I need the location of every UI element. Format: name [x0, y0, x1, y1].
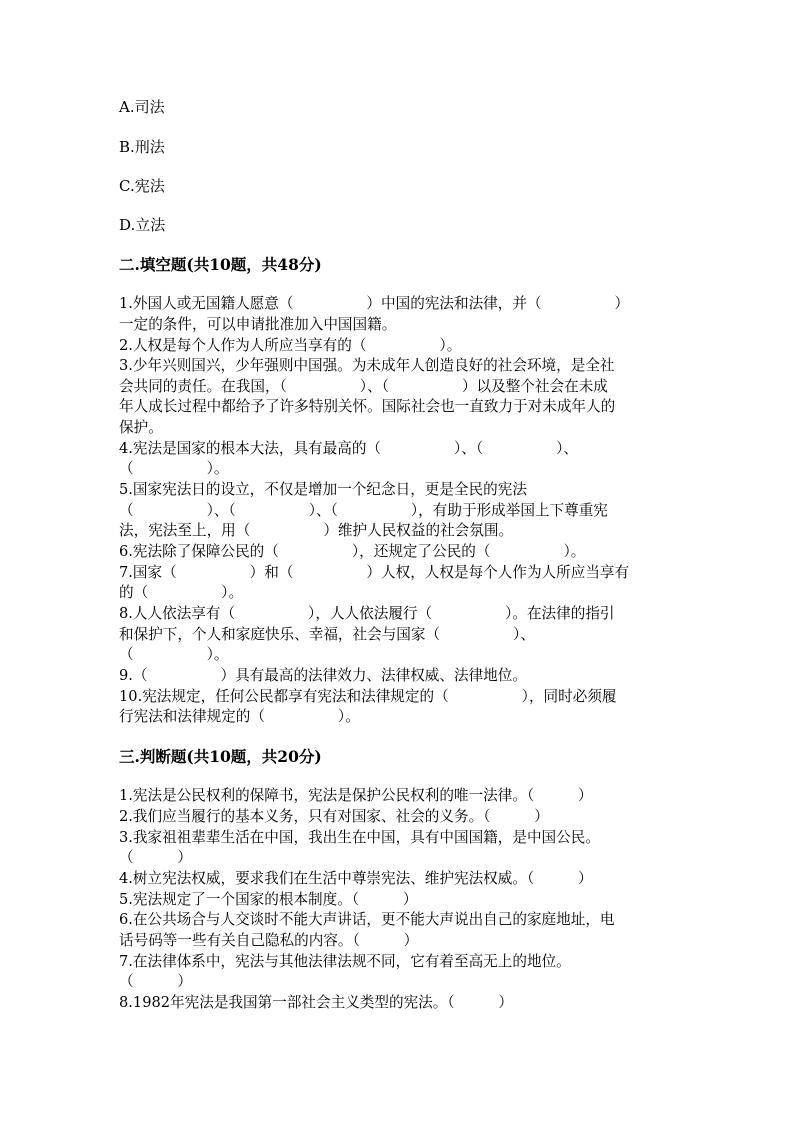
fill-blank-line: 和保护下，个人和家庭快乐、幸福，社会与国家（ ）、 — [119, 626, 535, 643]
fill-blank-line: （ ）、（ ）、（ ），有助于形成举国上下尊重宪 — [119, 502, 608, 519]
fill-blank-line: 行宪法和法律规定的（ ）。 — [119, 708, 360, 725]
fill-blank-line: 保护。 — [119, 419, 163, 436]
option-a: A.司法 — [119, 98, 165, 116]
fill-blank-line: 6.宪法除了保障公民的（ ），还规定了公民的（ ）。 — [119, 543, 586, 560]
fill-blank-line: （ ）。 — [119, 646, 229, 663]
option-c: C.宪法 — [119, 177, 165, 195]
judgement-line: 1.宪法是公民权利的保障书，宪法是保护公民权利的唯一法律。（ ） — [119, 787, 593, 804]
fill-blank-line: 8.人人依法享有（ ），人人依法履行（ ）。在法律的指引 — [119, 605, 615, 622]
fill-blank-line: 9.（ ）具有最高的法律效力、法律权威、法律地位。 — [119, 667, 527, 684]
fill-blank-line: 一定的条件，可以申请批准加入中国国籍。 — [119, 316, 397, 333]
option-d: D.立法 — [119, 216, 166, 234]
judgement-line: 话号码等一些有关自己隐私的内容。（ ） — [119, 932, 419, 949]
judgement-line: （ ） — [119, 849, 192, 866]
fill-blank-line: 10.宪法规定，任何公民都享有宪法和法律规定的（ ），同时必须履 — [119, 688, 617, 705]
judgement-line: 5.宪法规定了一个国家的根本制度。（ ） — [119, 891, 418, 908]
section-judgement-title: 三.判断题(共10题，共20分) — [119, 747, 322, 766]
fill-blank-line: 1.外国人或无国籍人愿意（ ）中国的宪法和法律，并（ ） — [119, 295, 630, 312]
fill-blank-line: 2.人权是每个人作为人所应当享有的（ ）。 — [119, 337, 462, 354]
judgement-line: 7.在法律体系中，宪法与其他法律法规不同，它有着至高无上的地位。 — [119, 953, 571, 970]
fill-blank-line: 4.宪法是国家的根本大法，具有最高的（ ）、（ ）、 — [119, 440, 579, 457]
fill-blank-line: 法，宪法至上，用（ ）维护人民权益的社会氛围。 — [119, 522, 514, 539]
option-b: B.刑法 — [119, 138, 165, 156]
judgement-line: 8.1982年宪法是我国第一部社会主义类型的宪法。（ ） — [119, 994, 514, 1011]
section-fill-blank-title: 二.填空题(共10题，共48分) — [119, 255, 322, 274]
fill-blank-line: 7.国家（ ）和（ ）人权，人权是每个人作为人所应当享有 — [119, 564, 630, 581]
judgement-line: 3.我家祖祖辈辈生活在中国，我出生在中国，具有中国国籍，是中国公民。 — [119, 829, 600, 846]
fill-blank-line: 年人成长过程中都给予了许多特别关怀。国际社会也一直致力于对未成年人的 — [119, 398, 616, 415]
judgement-line: （ ） — [119, 973, 192, 990]
fill-blank-line: 会共同的责任。在我国，（ ）、（ ）以及整个社会在未成 — [119, 378, 608, 395]
judgement-line: 4.树立宪法权威，要求我们在生活中尊崇宪法、维护宪法权威。（ ） — [119, 870, 593, 887]
judgement-line: 6.在公共场合与人交谈时不能大声讲话，更不能大声说出自己的家庭地址，电 — [119, 911, 615, 928]
fill-blank-line: 3.少年兴则国兴，少年强则中国强。为未成年人创造良好的社会环境，是全社 — [119, 357, 615, 374]
judgement-line: 2.我们应当履行的基本义务，只有对国家、社会的义务。（ ） — [119, 808, 549, 825]
fill-blank-line: 的（ ）。 — [119, 584, 244, 601]
fill-blank-line: 5.国家宪法日的设立，不仅是增加一个纪念日，更是全民的宪法 — [119, 481, 527, 498]
fill-blank-line: （ ）。 — [119, 460, 229, 477]
